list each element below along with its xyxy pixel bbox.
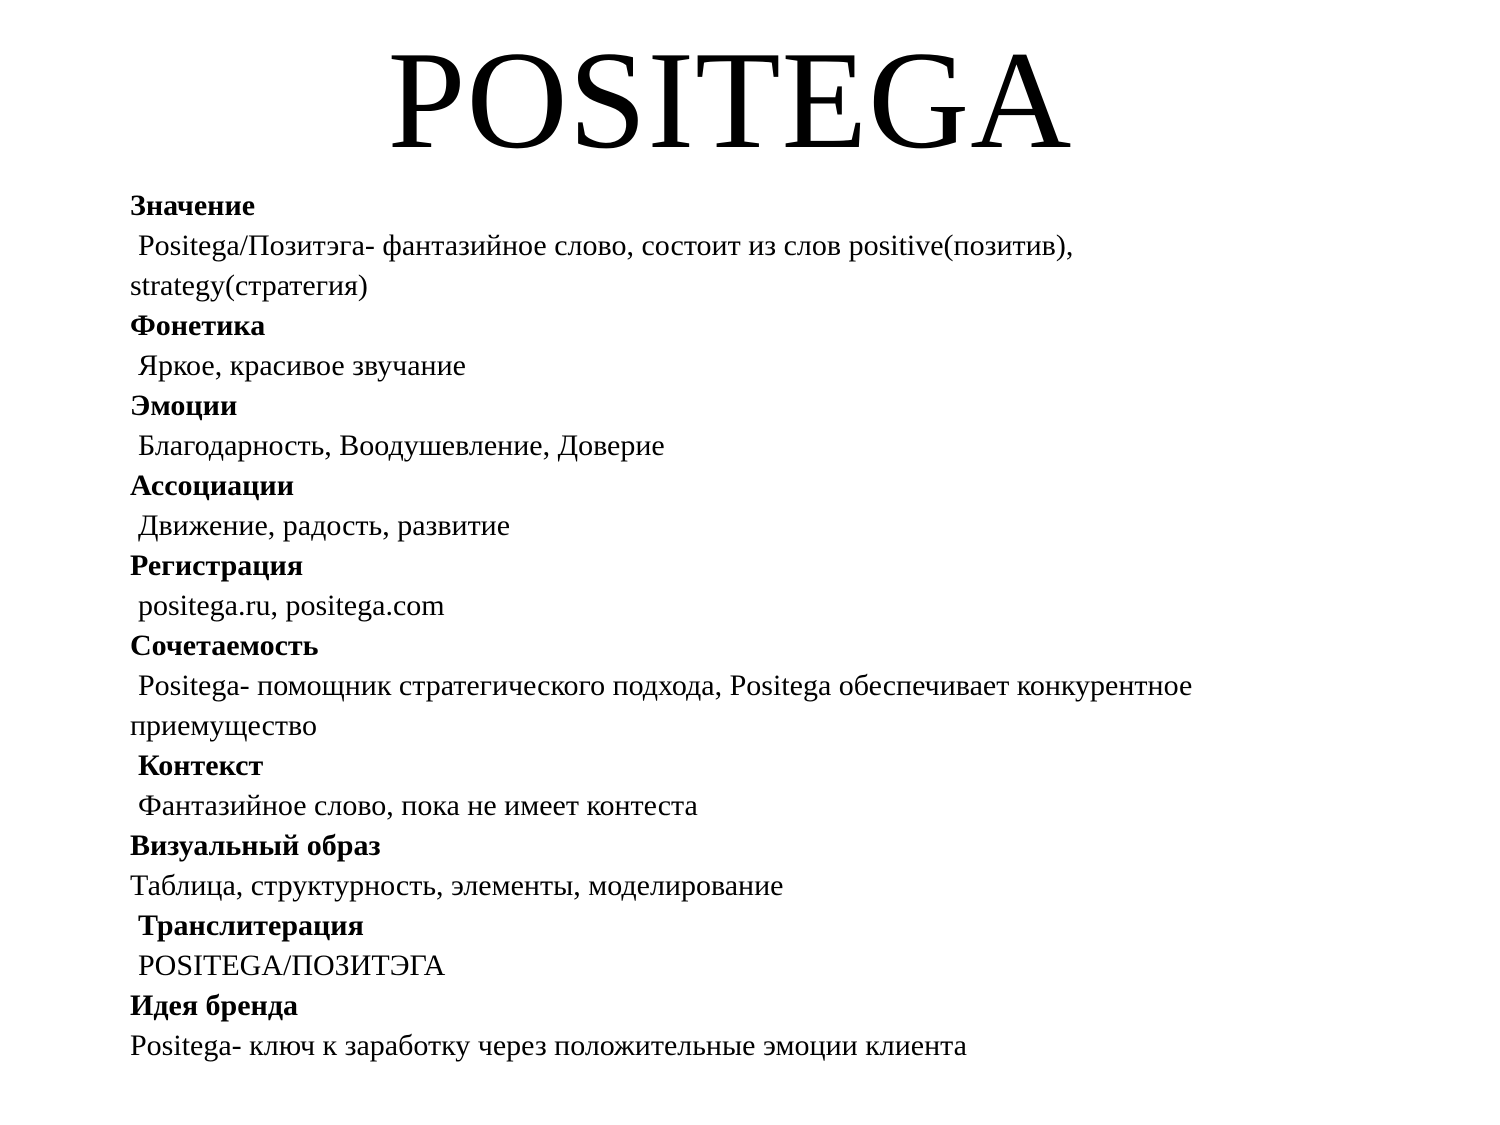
section-registration: [130, 546, 1390, 626]
section-heading: Визуальный образ: [130, 829, 381, 862]
section-meaning: [130, 186, 1390, 306]
section-visual-image: [130, 826, 1390, 906]
section-heading: Эмоции: [130, 389, 238, 422]
section-heading: Регистрация: [130, 549, 304, 582]
section-phonetics: [130, 306, 1390, 386]
section-heading: Идея бренда: [130, 989, 299, 1022]
section-compatibility: [130, 626, 1390, 746]
section-text: Благодарность, Воодушевление, Доверие: [138, 429, 665, 462]
section-text: Positega- ключ к заработку через положительные эмоции клиента: [130, 1029, 967, 1062]
section-associations: [130, 466, 1390, 546]
section-heading: Сочетаемость: [130, 629, 319, 662]
section-text: positega.ru, positega.com: [138, 589, 445, 622]
section-emotions: [130, 386, 1390, 466]
section-text: [130, 666, 1390, 746]
section-text-value: Positega- помощник стратегического подхода, Positega обеспечивает конкурентное приемущество: [130, 669, 1193, 742]
section-text-value: Positega/Позитэга- фантазийное слово, состоит из слов positive(позитив), strategy(стратегия): [130, 229, 1074, 302]
section-text: Движение, радость, развитие: [138, 509, 511, 542]
brand-description: [130, 186, 1390, 1066]
section-heading: Ассоциации: [130, 469, 294, 502]
section-brand-idea: [130, 986, 1390, 1066]
section-text: POSITEGA/ПОЗИТЭГА: [138, 949, 446, 982]
section-context: [130, 746, 1390, 826]
section-text: Таблица, структурность, элементы, моделирование: [130, 869, 784, 902]
section-heading: Контекст: [138, 749, 264, 782]
section-text: Фантазийное слово, пока не имеет контеста: [138, 789, 698, 822]
section-transliteration: [130, 906, 1390, 986]
page-title: POSITEGA: [387, 23, 1073, 178]
section-text: [130, 226, 1390, 306]
section-heading: Фонетика: [130, 309, 266, 342]
section-heading: Значение: [130, 189, 256, 222]
section-text: Яркое, красивое звучание: [138, 349, 466, 382]
section-heading: Транслитерация: [138, 909, 364, 942]
